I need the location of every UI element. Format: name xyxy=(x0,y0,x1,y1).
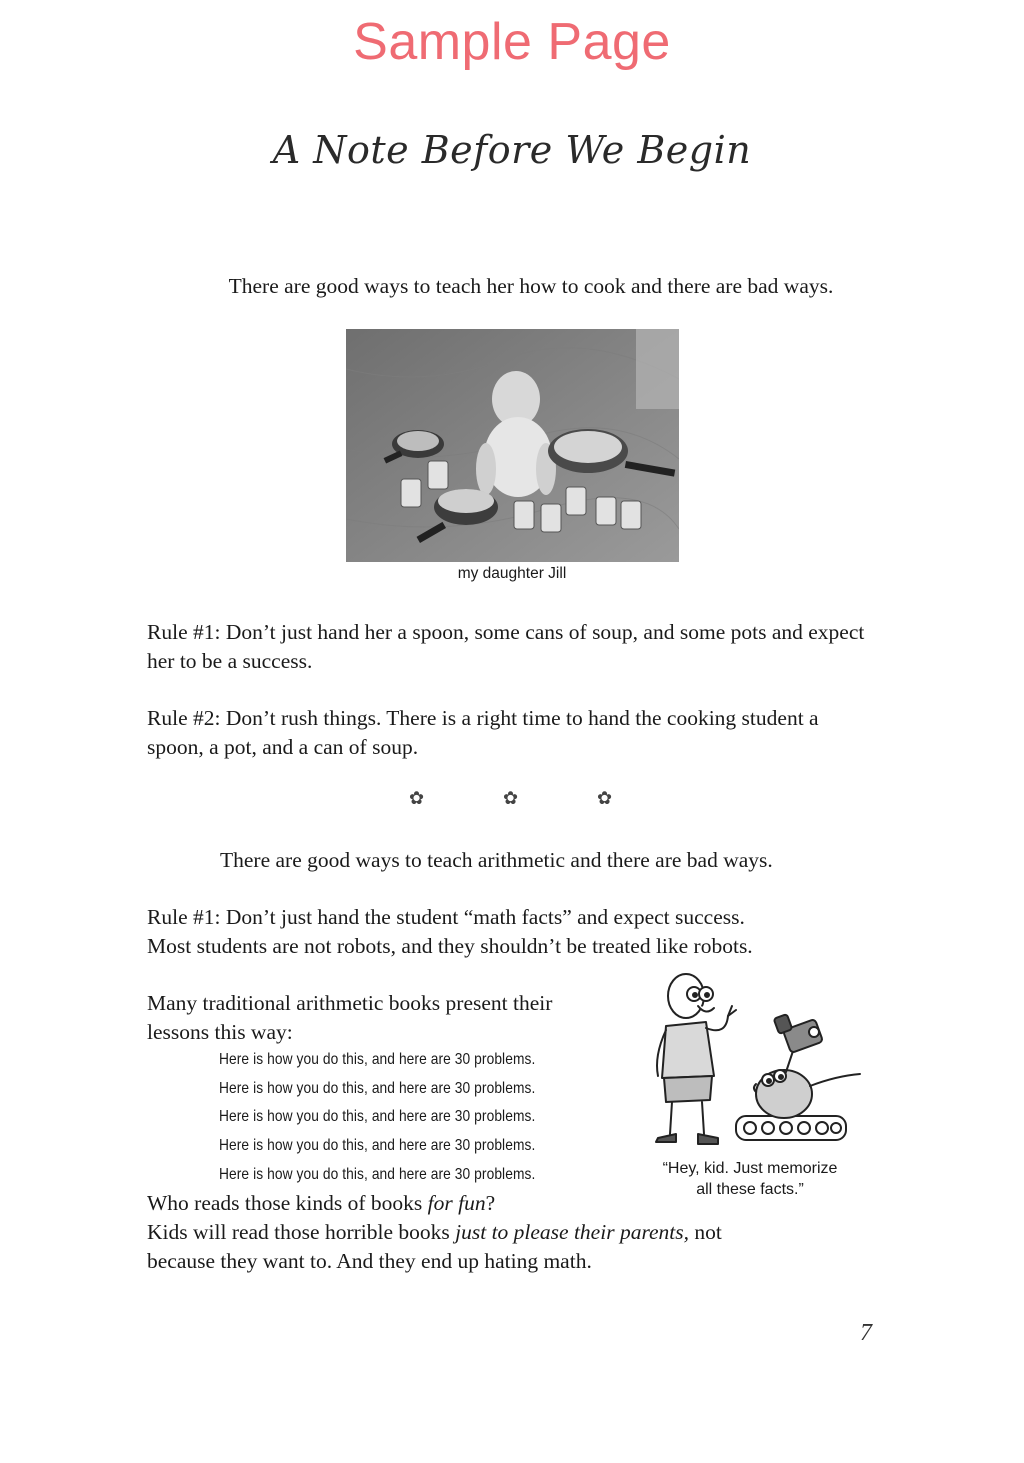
question-mark: ? xyxy=(485,1191,496,1215)
photo-caption: my daughter Jill xyxy=(457,565,567,582)
closing-line-2: because they want to. And they end up hating math. xyxy=(147,1249,592,1273)
arithmetic-rule-1-line-1: Rule #1: Don’t just hand the student “math facts” and expect success. xyxy=(147,905,745,929)
cooking-rule-1: Rule #1: Don’t just hand her a spoon, some cans of soup, and some pots and expect her to be a success. xyxy=(147,620,865,673)
page-number: 7 xyxy=(860,1320,872,1346)
fact-line: Here is how you do this, and here are 30 problems. xyxy=(219,1108,536,1126)
flower-ornament-icon: ✿ xyxy=(503,788,519,808)
fact-line: Here is how you do this, and here are 30 problems. xyxy=(219,1051,536,1068)
closing-text: Kids will read those horrible books xyxy=(147,1220,456,1244)
cooking-rule-2: Rule #2: Don’t rush things. There is a right time to hand the cooking student a spoon, a pot, and a can of soup. xyxy=(147,706,819,759)
flower-ornament-icon: ✿ xyxy=(409,788,425,808)
question-emphasis: for fun xyxy=(427,1191,486,1215)
question-text: Who reads those kinds of books xyxy=(147,1191,428,1215)
cartoon-caption-line-1: “Hey, kid. Just memorize xyxy=(662,1160,838,1177)
arithmetic-intro: There are good ways to teach arithmetic and there are bad ways. xyxy=(220,848,773,872)
flower-ornament-icon: ✿ xyxy=(597,788,613,808)
fact-line: Here is how you do this, and here are 30 problems. xyxy=(219,1079,536,1097)
closing-line-1 xyxy=(147,1218,867,1247)
facts-list xyxy=(219,1046,563,1190)
fact-line: Here is how you do this, and here are 30 problems. xyxy=(219,1165,536,1183)
sample-page-stamp: Sample Page xyxy=(353,13,671,71)
cooking-intro: There are good ways to teach her how to cook and there are bad ways. xyxy=(228,274,834,298)
arithmetic-rule-1-line-2: Most students are not robots, and they shouldn’t be treated like robots. xyxy=(147,934,753,958)
page-title: A Note Before We Begin xyxy=(272,128,752,172)
cartoon-caption-line-2: all these facts.” xyxy=(696,1181,804,1198)
cartoon-man-and-robot xyxy=(636,966,864,1152)
fact-line: Here is how you do this, and here are 30 problems. xyxy=(219,1137,536,1155)
baby-cooking-photo xyxy=(346,329,679,562)
question-line xyxy=(147,1189,627,1218)
closing-emphasis: just to please their parents, xyxy=(455,1220,690,1244)
books-line-1: Many traditional arithmetic books present their xyxy=(147,991,553,1015)
books-line-2: lessons this way: xyxy=(147,1020,293,1044)
closing-tail: not xyxy=(689,1220,722,1244)
